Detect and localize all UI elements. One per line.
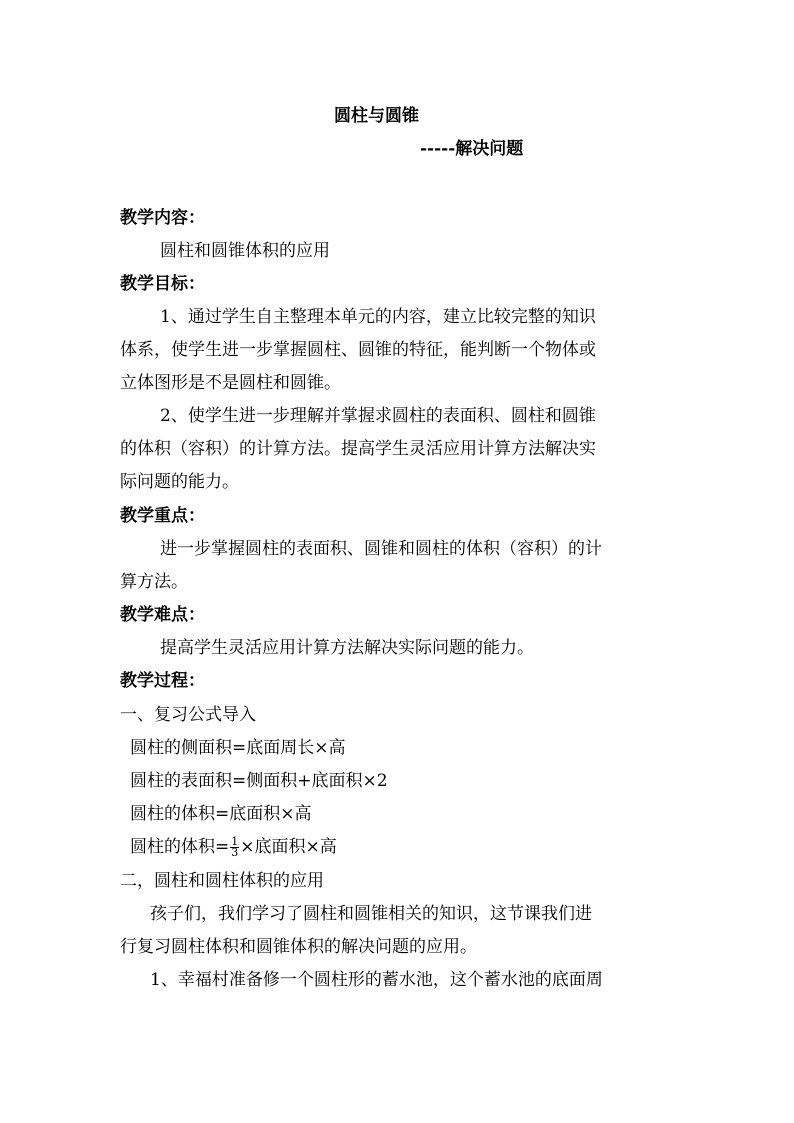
formula-cone-prefix: 圆柱的体积= [130, 837, 230, 857]
goal2-line2: 的体积（容积）的计算方法。提高学生灵活应用计算方法解决实 [120, 439, 596, 459]
difficulty-text: 提高学生灵活应用计算方法解决实际问题的能力。 [160, 638, 534, 658]
section1-heading: 一、复习公式导入 [120, 705, 256, 725]
fraction-denominator: 3 [231, 846, 239, 859]
goals-heading: 教学目标： [120, 274, 205, 294]
intro-line2: 行复习圆柱体积和圆锥体积的解决问题的应用。 [120, 937, 477, 957]
formula-cone-suffix: ×底面积×高 [240, 837, 337, 857]
formula-cylinder-volume: 圆柱的体积=底面积×高 [130, 804, 312, 824]
formula-cone-volume [130, 836, 337, 858]
content-heading: 教学内容： [120, 208, 205, 228]
goal1-line1: 1、通过学生自主整理本单元的内容，建立比较完整的知识 [160, 307, 596, 327]
intro-line1: 孩子们，我们学习了圆柱和圆锥相关的知识，这节课我们进 [150, 904, 592, 924]
process-heading: 教学过程： [120, 671, 205, 691]
difficulty-heading: 教学难点： [120, 605, 205, 625]
goal2-line1: 2、使学生进一步理解并掌握求圆柱的表面积、圆柱和圆锥 [160, 406, 596, 426]
key-text-line2: 算方法。 [120, 572, 188, 592]
section2-heading: 二，圆柱和圆柱体积的应用 [120, 871, 324, 891]
page-title: 圆柱与圆锥 [334, 106, 419, 126]
page-subtitle: -----解决问题 [420, 139, 524, 159]
goal2-line3: 际问题的能力。 [120, 472, 239, 492]
content-text: 圆柱和圆锥体积的应用 [160, 241, 330, 261]
fraction-numerator: 1 [231, 835, 239, 848]
problem1-line1: 1、幸福村准备修一个圆柱形的蓄水池，这个蓄水池的底面周 [150, 970, 603, 990]
formula-lateral-area: 圆柱的侧面积=底面周长×高 [130, 738, 346, 758]
formula-surface-area: 圆柱的表面积=侧面积+底面积×2 [130, 771, 388, 791]
key-heading: 教学重点： [120, 506, 205, 526]
key-text-line1: 进一步掌握圆柱的表面积、圆锥和圆柱的体积（容积）的计 [160, 539, 602, 559]
goal1-line2: 体系，使学生进一步掌握圆柱、圆锥的特征，能判断一个物体或 [120, 340, 596, 360]
fraction-one-third [230, 837, 239, 858]
goal1-line3: 立体图形是不是圆柱和圆锥。 [120, 373, 341, 393]
